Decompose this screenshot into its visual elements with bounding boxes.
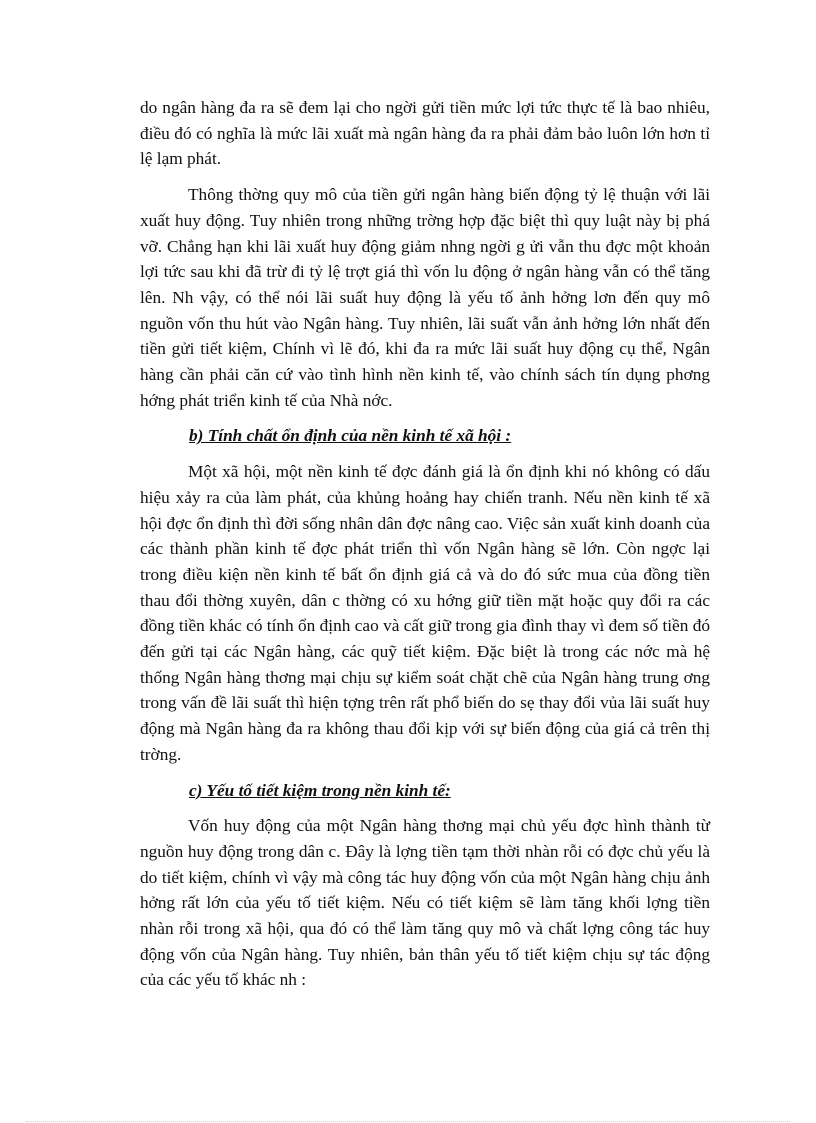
paragraph-gap [140, 768, 710, 778]
document-body [140, 95, 710, 993]
paragraph-gap [140, 413, 710, 423]
paragraph-savings: Vốn huy động của một Ngân hàng thơng mại chủ yếu đợc hình thành từ nguồn huy động trong dân c. Đây là lợng tiền tạm thời nhàn rỗi có đợc chủ yếu là do tiết kiệm, chính vì vậy mà công tác huy động vốn của một Ngân hàng chịu ảnh hởng rất lớn của yếu tố tiết kiệm. Nếu có tiết kiệm sẽ làm tăng khối lợng tiền nhàn rỗi trong xã hội, qua đó có thể làm tăng quy mô và chất lợng công tác huy động vốn của Ngân hàng. Tuy nhiên, bản thân yếu tố tiết kiệm chịu sự tác động của các yếu tố khác nh : [140, 816, 710, 990]
paragraph-economic-stability: Một xã hội, một nền kinh tế đợc đánh giá là ổn định khi nó không có dấu hiệu xảy ra của làm phát, của khủng hoảng hay chiến tranh. Nếu nền kinh tế xã hội đợc ổn định thì đời sống nhân dân đợc nâng cao. Việc sản xuất kinh doanh của các thành phần kinh tế đợc phát triển thì vốn Ngân hàng sẽ lớn. Còn ngợc lại trong điều kiện nền kinh tế bất ổn định giá cả và do đó sức mua của đồng tiền thau đổi thờng xuyên, dân c thờng có xu hớng giữ tiền mặt hoặc quy đổi ra các đồng tiền khác có tính ổn định cao và cất giữ trong gia đình thay vì đem số tiền đó đến gửi tại các Ngân hàng, các quỹ tiết kiệm. Đặc biệt là trong các nớc mà hệ thống Ngân hàng thơng mại chịu sự kiểm soát chặt chẽ của Ngân hàng trung ơng trong vấn đề lãi suất thì hiện tợng trên rất phổ biến do sẹ thay đổi vủa lãi suất huy động mà Ngân hàng đa ra không thau đổi kịp với sự biến động của giá cả trên thị trờng. [140, 462, 710, 764]
section-heading-c: c) Yếu tố tiết kiệm trong nền kinh tế: [189, 780, 451, 800]
paragraph-gap [140, 172, 710, 182]
paragraph-gap [140, 449, 710, 459]
section-heading-b: b) Tính chất ổn định của nền kinh tế xã hội : [189, 426, 512, 446]
paragraph-continuation: do ngân hàng đa ra sẽ đem lại cho ngời gửi tiền mức lợi tức thực tế là bao nhiêu, điều đó có nghĩa là mức lãi xuất mà ngân hàng đa ra phải đảm bảo luôn lớn hơn tỉ lệ lạm phát. [140, 98, 710, 169]
paragraph-interest-rate: Thông thờng quy mô của tiền gửi ngân hàng biến động tỷ lệ thuận với lãi xuất huy động. Tuy nhiên trong những trờng hợp đặc biệt thì quy luật này bị phá vỡ. Chẳng hạn khi lãi xuất huy động giảm nhng ngời g ửi vẫn thu đợc một khoản lợi tức sau khi đã trừ đi tỷ lệ trợt giá thì vốn lu động ở ngân hàng vẫn có thể tăng lên. Nh vậy, có thể nói lãi suất huy động là yếu tố ảnh hởng lơn đến quy mô nguồn vốn thu hút vào Ngân hàng. Tuy nhiên, lãi suất vẫn ảnh hởng lớn nhất đến tiền gửi tiết kiệm, Chính vì lẽ đó, khi đa ra mức lãi suất huy động cụ thể, Ngân hàng cần phải căn cứ vào tình hình nền kinh tế, vào chính sách tín dụng phơng hớng phát triển kinh tế của Nhà nớc. [140, 185, 710, 410]
paragraph-gap [140, 803, 710, 813]
page-bottom-divider [26, 1121, 790, 1122]
